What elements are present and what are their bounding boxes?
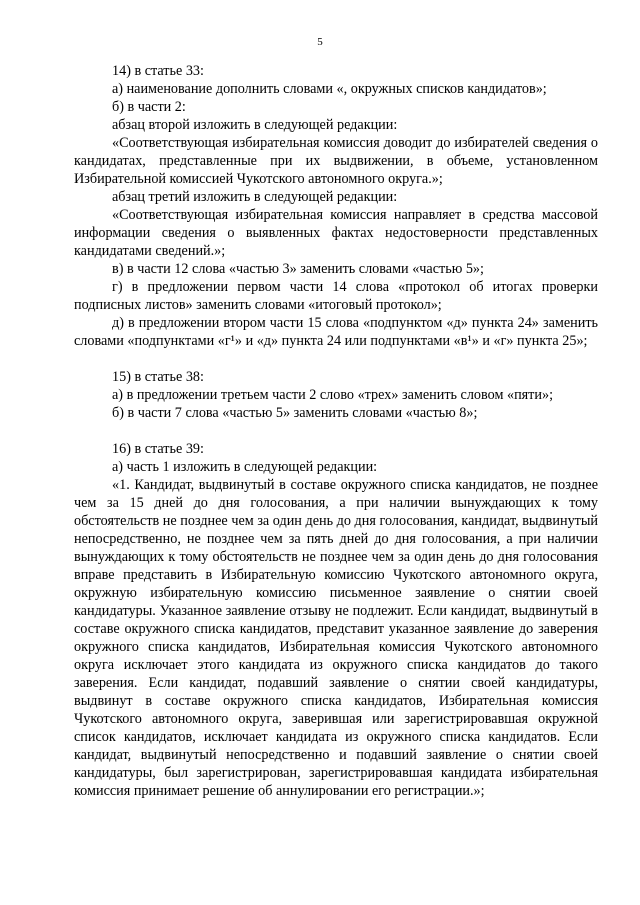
paragraph: абзац второй изложить в следующей редакции: (112, 117, 398, 133)
paragraph-spacer (74, 350, 598, 368)
paragraph: «1. Кандидат, выдвинутый в составе окружного списка кандидатов, не позднее чем за 15 дней до дня голосования, а при наличии вынуждающих к тому обстоятельств не позднее чем за один день до дня голосования, кандидат, выдвинутый непосредственно, не позднее чем за пять дней до дня голосования, а при наличии вынуждающих к тому обстоятельств не позднее чем за один день до дня голосования вправе представить в Избирательную комиссию Чукотского автономного округа, окружную избирательную комиссию письменное заявление о снятии своей кандидатуры. Указанное заявление отзыву не подлежит. Если кандидат, выдвинутый в составе окружного списка кандидатов, представит указанное заявление до заверения окружного списка кандидатов, Избирательная комиссия Чукотского автономного округа исключает этого кандидата из окружного списка кандидатов до такого заверения. Если кандидат, подавший заявление о снятии своей кандидатуры, выдвинут в составе окружного списка кандидатов, Избирательная комиссия Чукотского автономного округа, заверившая или зарегистрировавшая окружной список кандидатов, исключает кандидата из окружного списка кандидатов. Если кандидат, выдвинутый непосредственно и подавший заявление о снятии своей кандидатуры, был зарегистрирован, зарегистрировавшая кандидата избирательная комиссия принимает решение об аннулировании его регистрации.»; (74, 477, 598, 799)
paragraph: в) в части 12 слова «частью 3» заменить словами «частью 5»; (112, 261, 484, 277)
paragraph: 15) в статье 38: (112, 369, 204, 385)
paragraph: 14) в статье 33: (112, 63, 204, 79)
paragraph: г) в предложении первом части 14 слова «протокол об итогах проверки подписных листов» заменить словами «итоговый протокол»; (74, 279, 598, 313)
paragraph: а) в предложении третьем части 2 слово «трех» заменить словом «пяти»; (112, 387, 554, 403)
paragraph: б) в части 7 слова «частью 5» заменить словами «частью 8»; (112, 405, 478, 421)
paragraph-spacer (74, 422, 598, 440)
paragraph: а) часть 1 изложить в следующей редакции: (112, 459, 378, 475)
paragraph: 16) в статье 39: (112, 441, 204, 457)
page-number: 5 (317, 36, 323, 48)
paragraph: «Соответствующая избирательная комиссия доводит до избирателей сведения о кандидатах, представленные при их выдвижении, в объеме, установленном Избирательной комиссией Чукотского автономного округа.»; (74, 135, 598, 187)
document-body (74, 62, 598, 800)
paragraph: а) наименование дополнить словами «, окружных списков кандидатов»; (112, 81, 547, 97)
paragraph: абзац третий изложить в следующей редакции: (112, 189, 398, 205)
paragraph: д) в предложении втором части 15 слова «подпунктом «д» пункта 24» заменить словами «подпунктами «г¹» и «д» пункта 24 или подпунктами «в¹» и «г» пункта 25»; (74, 315, 598, 349)
paragraph: «Соответствующая избирательная комиссия направляет в средства массовой информации сведения о выявленных фактах недостоверности представленных кандидатами сведений.»; (74, 207, 598, 259)
paragraph: б) в части 2: (112, 99, 186, 115)
